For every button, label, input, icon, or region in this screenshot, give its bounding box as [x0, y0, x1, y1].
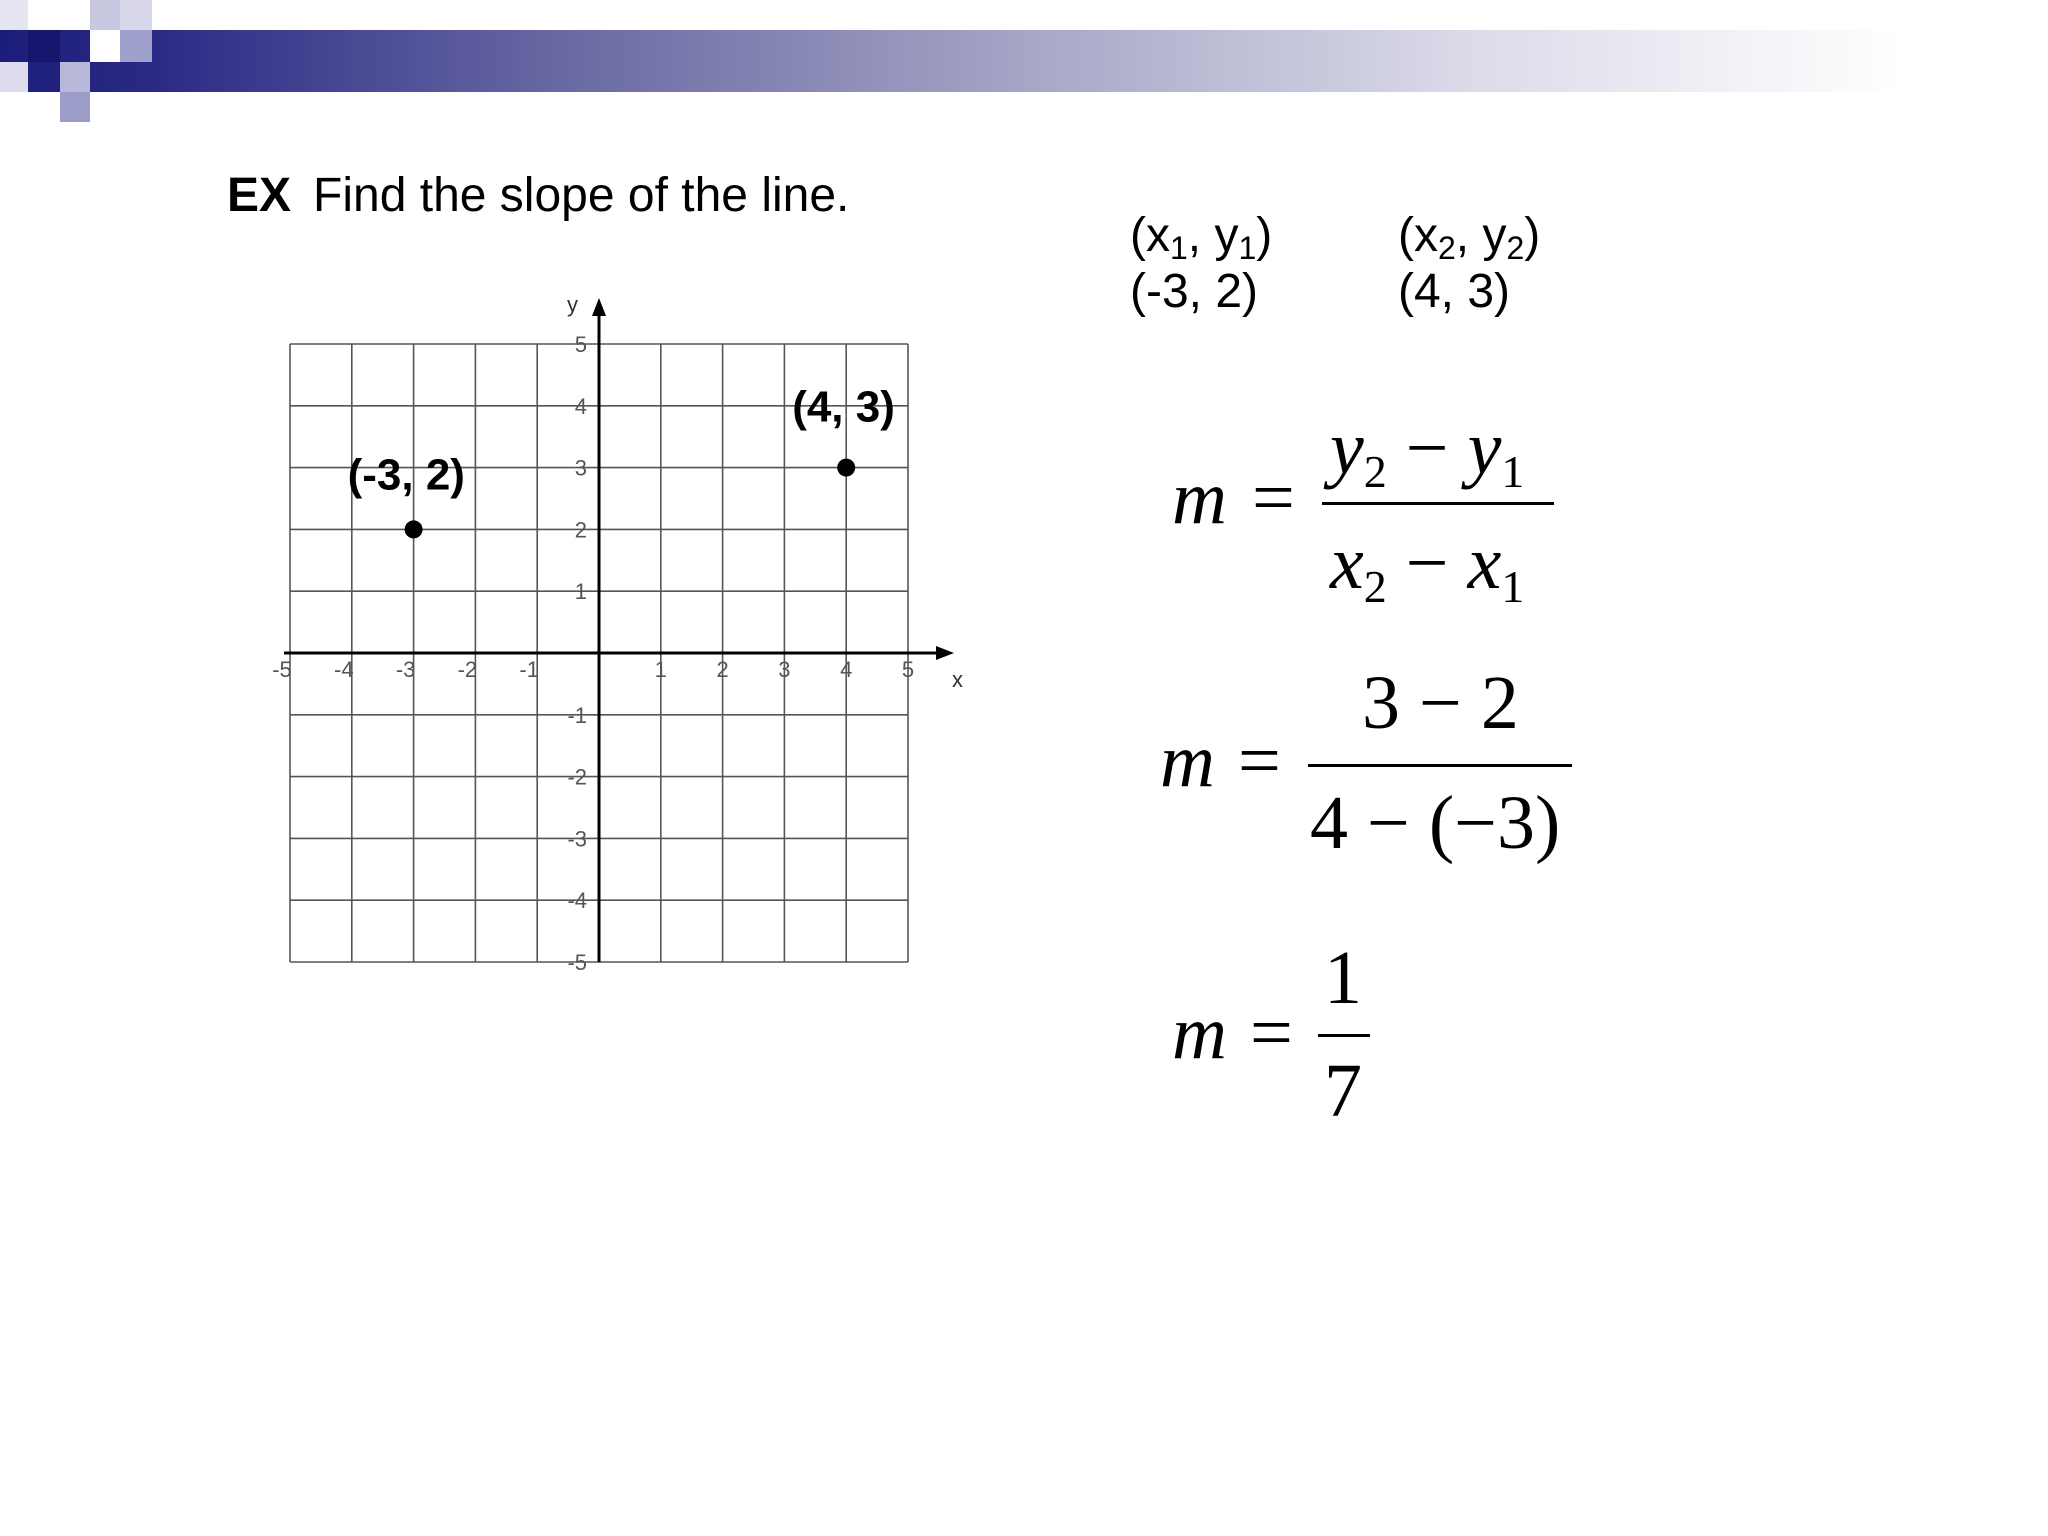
y-axis-label: y [567, 292, 578, 317]
formula2-fraction-bar [1308, 764, 1572, 767]
formula1-fraction-bar [1322, 502, 1554, 505]
y-tick-label: -2 [567, 764, 587, 790]
point1-header: ($x_1$, $y_1$) [1130, 209, 1273, 266]
den-x1: x [1467, 521, 1502, 605]
x-tick-label: 1 [654, 657, 667, 682]
y-tick-label: -5 [567, 950, 587, 975]
formula1-denominator [1330, 520, 1525, 612]
grid-lines [290, 344, 908, 962]
header-square-mid [120, 30, 152, 62]
axes [284, 292, 963, 962]
formula2-equals: = [1238, 719, 1281, 803]
x-axis-label: x [952, 667, 963, 692]
y-tick-label: -3 [567, 826, 587, 852]
formula1-m: m [1172, 456, 1227, 540]
point1-value: (-3, 2) [1130, 265, 1259, 318]
den-minus: − [1405, 521, 1449, 605]
y-axis-arrow [592, 298, 606, 316]
p1-x-letter: x [1145, 209, 1170, 262]
p2-y-letter: y [1482, 209, 1507, 262]
point2-header: ($x_2$, $y_2$) [1398, 209, 1541, 266]
point-label: (4, 3) [792, 382, 895, 432]
header-square-light [0, 62, 28, 92]
x-tick-label: 4 [840, 657, 853, 682]
den-x2: x [1330, 521, 1364, 605]
x-tick-label: -4 [334, 657, 354, 682]
p1-x-sub: 1 [1169, 230, 1188, 266]
x-tick-label: -2 [457, 657, 478, 682]
x-tick-label: -5 [272, 657, 292, 682]
formula2-m: m [1160, 719, 1215, 803]
formula2-denominator: 4 − (−3) [1310, 781, 1561, 865]
p2-y-sub: 2 [1506, 230, 1525, 266]
formula1-equals: = [1252, 456, 1295, 540]
formula3-numerator: 1 [1324, 936, 1362, 1020]
num-y2-sub: 2 [1363, 446, 1387, 497]
y-tick-label: -1 [567, 702, 587, 728]
title-text: Find the slope of the line. [313, 169, 850, 222]
p2-x-letter: x [1413, 209, 1438, 262]
x-tick-label: -3 [395, 657, 416, 682]
num-y2: y [1330, 406, 1364, 490]
plotted-points [348, 383, 895, 539]
x-tick-label: -1 [519, 657, 539, 682]
p1-y-sub: 1 [1238, 230, 1257, 266]
point-label: (-3, 2) [347, 450, 465, 500]
formula1-numerator [1330, 405, 1525, 497]
y-tick-label: 2 [574, 517, 587, 543]
title-bold: EX [227, 169, 292, 222]
plotted-point [405, 520, 423, 538]
p1-y-letter: y [1214, 209, 1239, 262]
den-x2-sub: 2 [1363, 561, 1387, 612]
x-tick-label: 2 [716, 657, 729, 682]
y-tick-label: 1 [574, 579, 587, 605]
formula3-m: m [1172, 991, 1227, 1075]
header-square-light [0, 0, 28, 30]
header-square-mid [60, 92, 90, 122]
p2-x-sub: 2 [1437, 230, 1456, 266]
y-tick-label: 3 [574, 455, 587, 481]
formula3-equals: = [1250, 991, 1293, 1075]
header-square-mid [60, 62, 90, 92]
header-square-dark [28, 30, 60, 62]
den-x1-sub: 1 [1501, 561, 1525, 612]
y-tick-label: -4 [567, 888, 587, 914]
num-minus: − [1405, 406, 1449, 490]
formula3-denominator: 7 [1324, 1049, 1362, 1133]
header-square-light [90, 0, 120, 30]
header-bar [0, 30, 1900, 92]
slide-title [227, 168, 849, 223]
header-square-mid [90, 30, 120, 62]
formula2-numerator: 3 − 2 [1362, 661, 1519, 745]
x-tick-label: 3 [778, 657, 791, 682]
num-y1-sub: 1 [1501, 446, 1525, 497]
num-y1: y [1467, 406, 1502, 490]
tick-labels [272, 332, 914, 975]
x-axis-arrow [936, 646, 954, 660]
header-square-light [120, 0, 152, 30]
y-tick-label: 5 [574, 332, 587, 357]
point2-value: (4, 3) [1398, 265, 1511, 318]
y-tick-label: 4 [574, 393, 587, 419]
plotted-point [837, 459, 855, 477]
formula3-fraction-bar [1318, 1034, 1370, 1037]
x-tick-label: 5 [901, 657, 915, 682]
